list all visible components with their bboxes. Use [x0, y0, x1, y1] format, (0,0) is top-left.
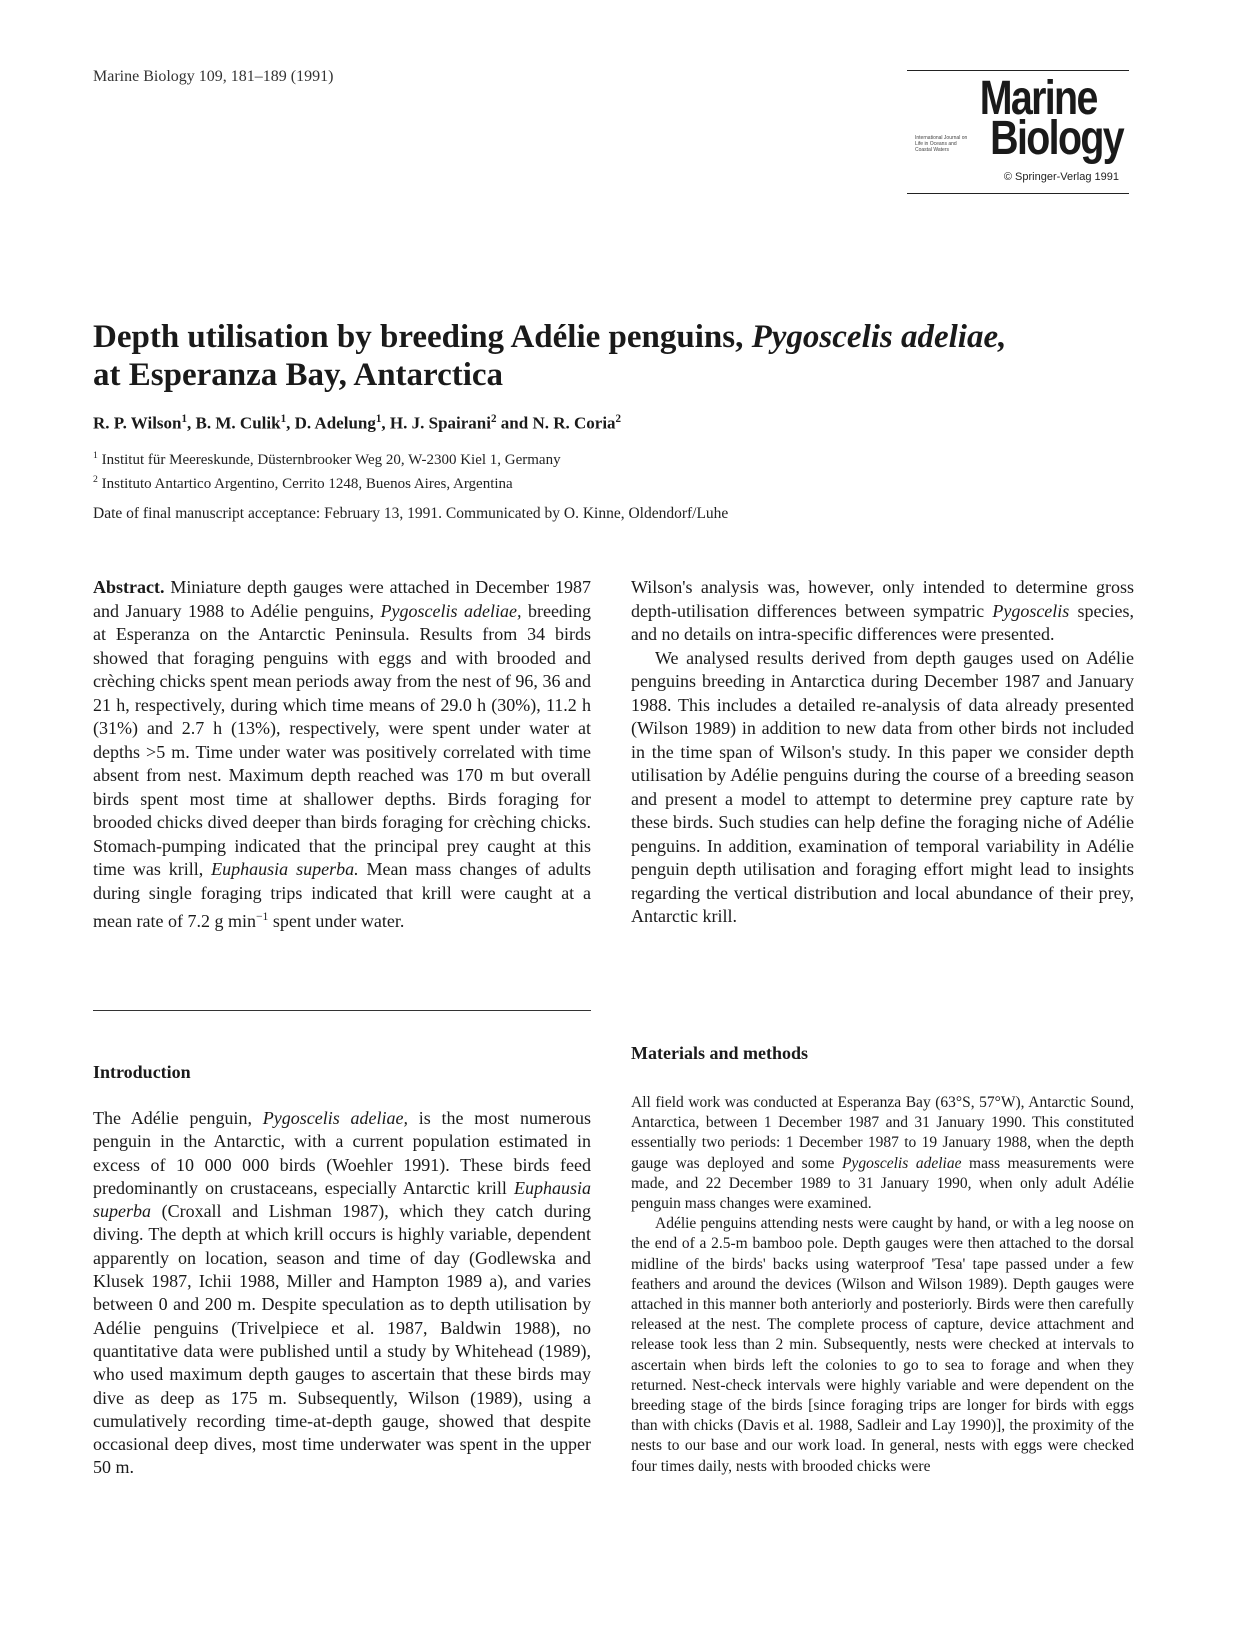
journal-logo [907, 70, 1129, 194]
methods-body [631, 1093, 1134, 1477]
introduction-body: The Adélie penguin, Pygoscelis adeliae, is the most numerous penguin in the Antarctic, with a current population estimated in excess of 10 000 000 birds (Woehler 1991). These birds feed predominantly on crustaceans, especially Antarctic krill Euphausia superba (Croxall and Lishman 1987), which they catch during diving. The depth at which krill occurs is highly variable, dependent apparently on location, season and time of day (Godlewska and Klusek 1987, Ichii 1988, Miller and Hampton 1989 a), and varies between 0 and 200 m. Despite speculation as to depth utilisation by Adélie penguins (Trivelpiece et al. 1987, Baldwin 1988), no quantitative data were published until a study by Whitehead (1989), who used maximum depth gauges to ascertain that these birds may dive as deep as 175 m. Subsequently, Wilson (1989), using a cumulatively recording time-at-depth gauge, showed that despite occasional deep dives, most time underwater was spent in the upper 50 m. [93, 1108, 591, 1478]
logo-word-marine: Marine [979, 72, 1097, 125]
affiliation: $^1$ Institut für Meereskunde, Düsternbrooker Weg 20, W-2300 Kiel 1, Germany [93, 450, 561, 468]
logo-word-biology: Biology [990, 112, 1123, 165]
paragraph: We analysed results derived from depth gauges used on Adélie penguins breeding in Antarctica during December 1987 and January 1988. This includes a detailed re-analysis of data already presented (Wilson 1989) in addition to new data from other birds not included in the time span of Wilson's study. In this paper we consider depth utilisation by Adélie penguins during the course of a breeding season and present a model to attempt to determine prey capture rate by these birds. Such studies can help define the foraging niche of Adélie penguins. In addition, examination of temporal variability in Adélie penguin depth utilisation and foraging effort might lead to insights regarding the vertical distribution and local abundance of their prey, Antarctic krill. [631, 647, 1134, 926]
author: D. Adelung [294, 413, 376, 433]
abstract-divider [93, 1010, 591, 1011]
article-title: Depth utilisation by breeding Adélie penguins, Pygoscelis adeliae, at Esperanza Bay, Antarctica [93, 319, 1007, 393]
abstract-label: Abstract. [93, 577, 165, 597]
logo-tagline: International Journal on Life in Oceans and Coastal Waters [915, 135, 968, 153]
paragraph: Wilson's analysis was, however, only intended to determine gross depth-utilisation differences between sympatric Pygoscelis species, and no details on intra-specific differences were presented. [631, 577, 1134, 644]
author: H. J. Spairani [389, 413, 491, 433]
affiliation: $^2$ Instituto Antartico Argentino, Cerrito 1248, Buenos Aires, Argentina [93, 474, 513, 492]
author-list: R. P. Wilson$^1$, B. M. Culik$^1$, D. Adelung$^1$, H. J. Spairani$^2$ and N. R. Coria$^2$ [93, 413, 622, 433]
acceptance-dateline: Date of final manuscript acceptance: February 13, 1991. Communicated by O. Kinne, Oldendorf/Luhe [93, 505, 729, 522]
author: R. P. Wilson [93, 413, 182, 433]
author: N. R. Coria [532, 413, 616, 433]
paragraph: All field work was conducted at Esperanza Bay (63°S, 57°W), Antarctic Sound, Antarctica, between 1 December 1987 and 31 January 1990. This constituted essentially two periods: 1 December 1987 to 19 January 1988, when the depth gauge was deployed and some Pygoscelis adeliae mass measurements were made, and 22 December 1989 to 31 January 1990, when only adult Adélie penguin mass changes were examined. [631, 1094, 1135, 1213]
paragraph: Adélie penguins attending nests were caught by hand, or with a leg noose on the end of a 2.5-m bamboo pole. Depth gauges were then attached to the dorsal midline of the birds' backs using waterproof 'Tesa' tape passed under a few feathers and around the devices (Wilson and Wilson 1989). Depth gauges were attached in this manner both anteriorly and posteriorly. Birds were then carefully released at the nest. The complete process of capture, device attachment and release took less than 2 min. Subsequently, nests were checked at intervals to ascertain when birds left the colonies to go to sea to forage and when they returned. Nest-check intervals were highly variable and were dependent on the breeding stage of the birds [since foraging trips are longer for birds with eggs than with chicks (Davis et al. 1988, Sadleir and Lay 1990)], the proximity of the nests to our base and our work load. In general, nests with eggs were checked four times daily, nests with brooded chicks were [631, 1215, 1134, 1475]
section-heading-methods: Materials and methods [631, 1043, 808, 1063]
affiliations [93, 446, 561, 494]
introduction-continued [631, 576, 1134, 929]
journal-reference: Marine Biology 109, 181–189 (1991) [93, 68, 334, 85]
copyright-notice: © Springer-Verlag 1991 [1003, 171, 1119, 183]
section-heading-introduction: Introduction [93, 1062, 191, 1082]
author: B. M. Culik [195, 413, 281, 433]
abstract: Abstract. Miniature depth gauges were attached in December 1987 and January 1988 to Adélie penguins, Pygoscelis adeliae, breeding at Esperanza on the Antarctic Peninsula. Results from 34 birds showed that foraging penguins with eggs and with brooded and crèching chicks spent mean periods away from the nest of 96, 36 and 21 h, respectively, during which time means of 29.0 h (30%), 11.2 h (31%) and 2.7 h (13%), respectively, were spent under water at depths >5 m. Time under water was positively correlated with time absent from nest. Maximum depth reached was 170 m but overall birds spent most time at shallower depths. Birds foraging for brooded chicks dived deeper than birds foraging for crèching chicks. Stomach-pumping indicated that the principal prey caught at this time was krill, Euphausia superba. Mean mass changes of adults during single foraging trips indicated that krill were caught at a mean rate of 7.2 g $\min^{-1}$ spent under water. [93, 577, 592, 931]
